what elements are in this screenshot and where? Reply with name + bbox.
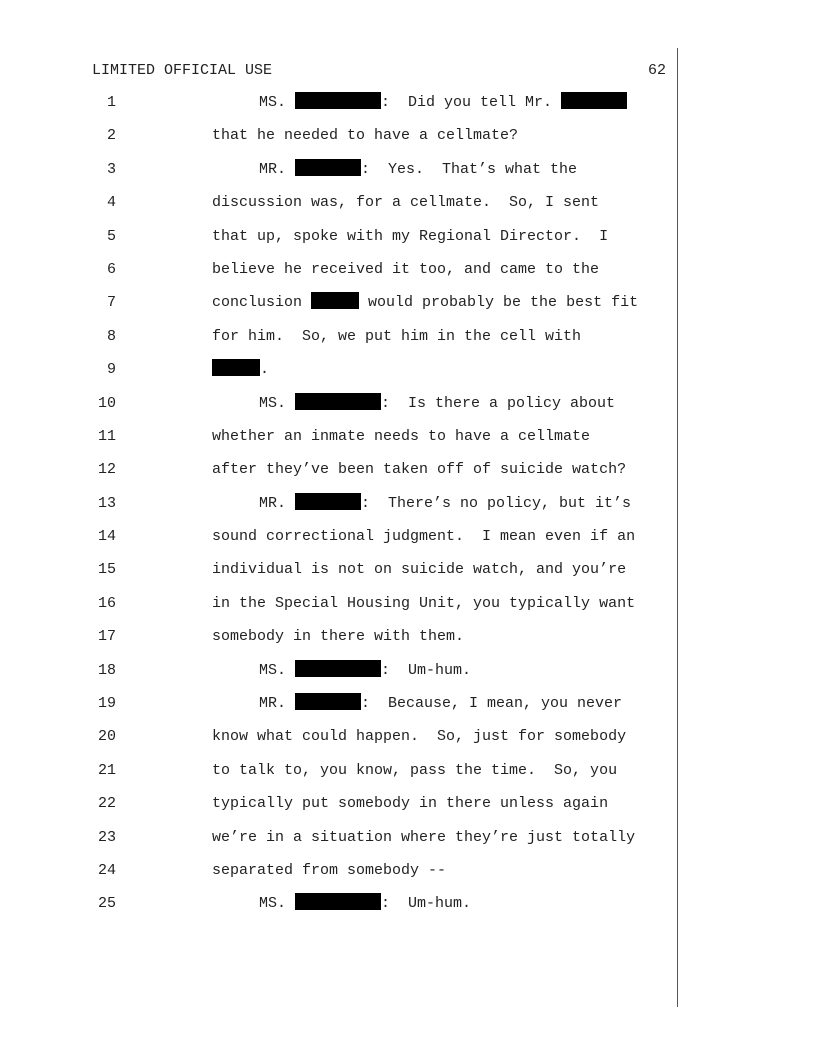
redaction-block: [295, 893, 381, 910]
line-number: 25: [97, 895, 116, 913]
redaction-block: [295, 393, 381, 410]
line-number: 5: [106, 227, 116, 245]
redaction-block: [295, 660, 381, 677]
line-text: after they’ve been taken off of suicide watch?: [212, 461, 627, 479]
line-number: 9: [106, 361, 116, 379]
line-text-content: : Yes. That’s what the: [361, 160, 578, 178]
line-number: 3: [106, 160, 116, 178]
page-number: 62: [647, 62, 666, 79]
line-text: to talk to, you know, pass the time. So, you: [212, 761, 618, 779]
line-number: 4: [106, 194, 116, 212]
line-text: [212, 359, 269, 381]
line-text-content: : Did you tell Mr.: [381, 94, 562, 111]
line-text: [259, 393, 615, 415]
transcript-line: [0, 893, 676, 926]
line-text: [259, 893, 471, 915]
line-text: that he needed to have a cellmate?: [212, 127, 519, 145]
redaction-block: [295, 92, 381, 109]
transcript-line: [0, 693, 676, 726]
line-text-content: : Is there a policy about: [381, 394, 616, 412]
transcript-line: [0, 192, 676, 225]
speaker-title: MR.: [259, 160, 296, 178]
line-number: 11: [97, 427, 116, 445]
transcript-line: [0, 92, 676, 125]
line-number: 20: [97, 728, 116, 746]
line-number: 8: [106, 327, 116, 345]
transcript-line: [0, 459, 676, 492]
line-number: 16: [97, 594, 116, 612]
transcript-line: [0, 593, 676, 626]
line-text: [212, 292, 638, 314]
line-text-content: conclusion: [212, 294, 312, 312]
redaction-block: [295, 159, 361, 176]
transcript-line: [0, 393, 676, 426]
redaction-block: [311, 292, 359, 309]
line-text: sound correctional judgment. I mean even if an: [212, 528, 636, 546]
line-number: 1: [106, 94, 116, 111]
line-text: [259, 159, 577, 181]
line-text: individual is not on suicide watch, and you’re: [212, 561, 627, 579]
speaker-title: MS.: [259, 94, 296, 111]
redaction-block: [295, 693, 361, 710]
transcript-lines: [0, 92, 676, 927]
speaker-title: MR.: [259, 695, 296, 713]
transcript-line: [0, 159, 676, 192]
line-text: that up, spoke with my Regional Director. I: [212, 227, 609, 245]
redaction-block: [212, 359, 260, 376]
transcript-line: [0, 226, 676, 259]
line-text: we’re in a situation where they’re just totally: [212, 828, 636, 846]
transcript-line: [0, 493, 676, 526]
line-text: believe he received it too, and came to the: [212, 260, 600, 278]
transcript-line: [0, 726, 676, 759]
speaker-title: MS.: [259, 394, 296, 412]
transcript-line: [0, 359, 676, 392]
line-number: 24: [97, 861, 116, 879]
line-number: 23: [97, 828, 116, 846]
transcript-line: [0, 125, 676, 158]
line-text-content: : Because, I mean, you never: [361, 695, 623, 713]
line-text: [259, 660, 471, 682]
line-text: in the Special Housing Unit, you typically want: [212, 594, 636, 612]
transcript-line: [0, 760, 676, 793]
redaction-block: [561, 92, 627, 109]
line-text: [259, 693, 622, 715]
line-text: [259, 493, 631, 515]
line-text: separated from somebody --: [212, 861, 447, 879]
line-number: 13: [97, 494, 116, 512]
line-text-content: : There’s no policy, but it’s: [361, 494, 632, 512]
classification-header: LIMITED OFFICIAL USE: [92, 62, 273, 79]
transcript-line: [0, 559, 676, 592]
transcript-line: [0, 827, 676, 860]
line-text: whether an inmate needs to have a cellmate: [212, 427, 591, 445]
transcript-line: [0, 660, 676, 693]
line-number: 21: [97, 761, 116, 779]
transcript-line: [0, 426, 676, 459]
line-number: 19: [97, 695, 116, 713]
line-number: 14: [97, 528, 116, 546]
line-text-content: .: [260, 361, 270, 379]
transcript-line: [0, 793, 676, 826]
transcript-line: [0, 526, 676, 559]
line-number: 10: [97, 394, 116, 412]
line-text: discussion was, for a cellmate. So, I sent: [212, 194, 600, 212]
line-text: somebody in there with them.: [212, 628, 465, 646]
line-number: 12: [97, 461, 116, 479]
line-number: 17: [97, 628, 116, 646]
speaker-title: MS.: [259, 895, 296, 913]
speaker-title: MR.: [259, 494, 296, 512]
line-text-content: : Um-hum.: [381, 661, 472, 679]
transcript-line: [0, 626, 676, 659]
speaker-title: MS.: [259, 661, 296, 679]
line-text: for him. So, we put him in the cell with: [212, 327, 582, 345]
right-margin-rule: [677, 48, 678, 1007]
line-text: know what could happen. So, just for somebody: [212, 728, 627, 746]
transcript-line: [0, 259, 676, 292]
redaction-block: [295, 493, 361, 510]
line-text: typically put somebody in there unless again: [212, 795, 609, 813]
line-number: 2: [106, 127, 116, 145]
transcript-line: [0, 860, 676, 893]
line-text-content: would probably be the best fit: [359, 294, 639, 312]
line-number: 6: [106, 260, 116, 278]
line-number: 15: [97, 561, 116, 579]
line-text: [259, 92, 627, 114]
line-number: 22: [97, 795, 116, 813]
line-text-content: : Um-hum.: [381, 895, 472, 913]
line-number: 7: [106, 294, 116, 312]
line-number: 18: [97, 661, 116, 679]
transcript-line: [0, 292, 676, 325]
transcript-line: [0, 326, 676, 359]
